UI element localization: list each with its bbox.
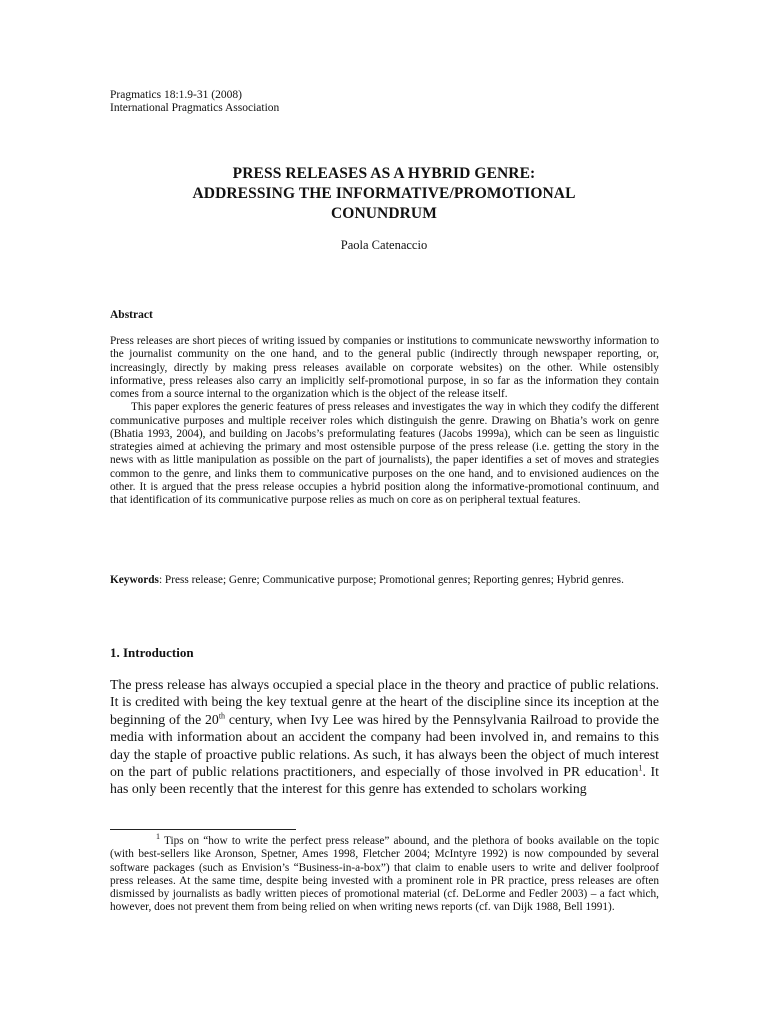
author-name: Paola Catenaccio (340, 238, 428, 252)
abstract-paragraph-2: This paper explores the generic features of press releases and investigates the way in which they codify the different communicative purposes and multiple receiver roles which distinguish the genre. Drawing on Bhatia’s work on genre (Bhatia 1993, 2004), and building on Jacobs’s preformulating features (Jacobs 1999a), which can be seen as linguistic strategies aimed at achieving the primary and most ostensible purpose of the press release (i.e. getting the story in the news with as little manipulation as possible on the part of journalists), the paper identifies a set of moves and strategies common to the genre, and links them to communicative purposes on the one hand, and to envisioned audiences on the other. It is argued that the press release occupies a hybrid position along the informative-promotional continuum, and that identification of its communicative purpose relies as much on core as on peripheral textual features. (110, 401, 659, 506)
footnote-reference[interactable]: 1 (638, 763, 643, 773)
intro-text-part-c: . It has only been recently that the interest for this genre has extended to scholars working (110, 764, 659, 797)
title-line-1: PRESS RELEASES AS A HYBRID GENRE: (232, 165, 536, 182)
footnote-marker: 1 (156, 832, 160, 842)
paper-title (110, 164, 658, 224)
title-line-2: ADDRESSING THE INFORMATIVE/PROMOTIONAL (192, 185, 576, 202)
keywords (110, 574, 659, 587)
keywords-label: Keywords (110, 574, 159, 586)
footnote-paragraph (110, 832, 659, 915)
abstract-body (110, 335, 659, 507)
introduction-body (110, 676, 659, 798)
footnote-divider (110, 829, 296, 830)
journal-header (110, 89, 279, 115)
abstract-heading: Abstract (110, 309, 153, 321)
abstract-paragraph-1: Press releases are short pieces of writing issued by companies or institutions to communicate newsworthy information to the journalist community on the one hand, and to the general public (indirectly through newspaper reporting, or, increasingly, directly by making press releases available on corporate websites) on the other. While ostensibly informative, press releases also carry an implicitly self-promotional purpose, in so far as the information they contain comes from a source internal to the organization which is the object of the release itself. (110, 335, 659, 400)
publisher-association: International Pragmatics Association (110, 102, 280, 114)
keywords-list: : Press release; Genre; Communicative purpose; Promotional genres; Reporting genres; Hybrid genres. (158, 574, 624, 586)
journal-citation: Pragmatics 18:1.9-31 (2008) (110, 89, 242, 101)
footnote-text: Tips on “how to write the perfect press release” abound, and the plethora of books available on the topic (with best-sellers like Aronson, Spetner, Ames 1998, Fletcher 2004; McIntyre 1992) is now compounded by several software packages (such as Envision’s “Business-in-a-box”) that claim to enable users to write and deliver foolproof press releases. At the same time, despite being invested with a prominent role in PR practice, press releases are often dismissed by journalists as badly written pieces of promotional material (cf. DeLorme and Fedler 2003) – a fact which, however, does not prevent them from being relied on when writing news reports (cf. van Dijk 1988, Bell 1991). (110, 835, 659, 914)
ordinal-superscript: th (218, 711, 226, 721)
introduction-paragraph (110, 676, 659, 798)
intro-text-part-b: century, when Ivy Lee was hired by the Pennsylvania Railroad to provide the media with information about an accident the company had been involved in, and remains to this day the staple of proactive public relations. As such, it has always been the object of much interest on the part of public relations practitioners, and especially of those involved in PR education (110, 711, 659, 780)
section-heading-introduction: 1. Introduction (110, 645, 194, 660)
intro-text-part-a: The press release has always occupied a special place in the theory and practice of public relations. It is credited with being the key textual genre at the heart of the discipline since its inception at the beginning of the 20 (110, 677, 659, 727)
footnote-1 (110, 832, 659, 915)
title-line-3: CONUNDRUM (331, 205, 437, 222)
